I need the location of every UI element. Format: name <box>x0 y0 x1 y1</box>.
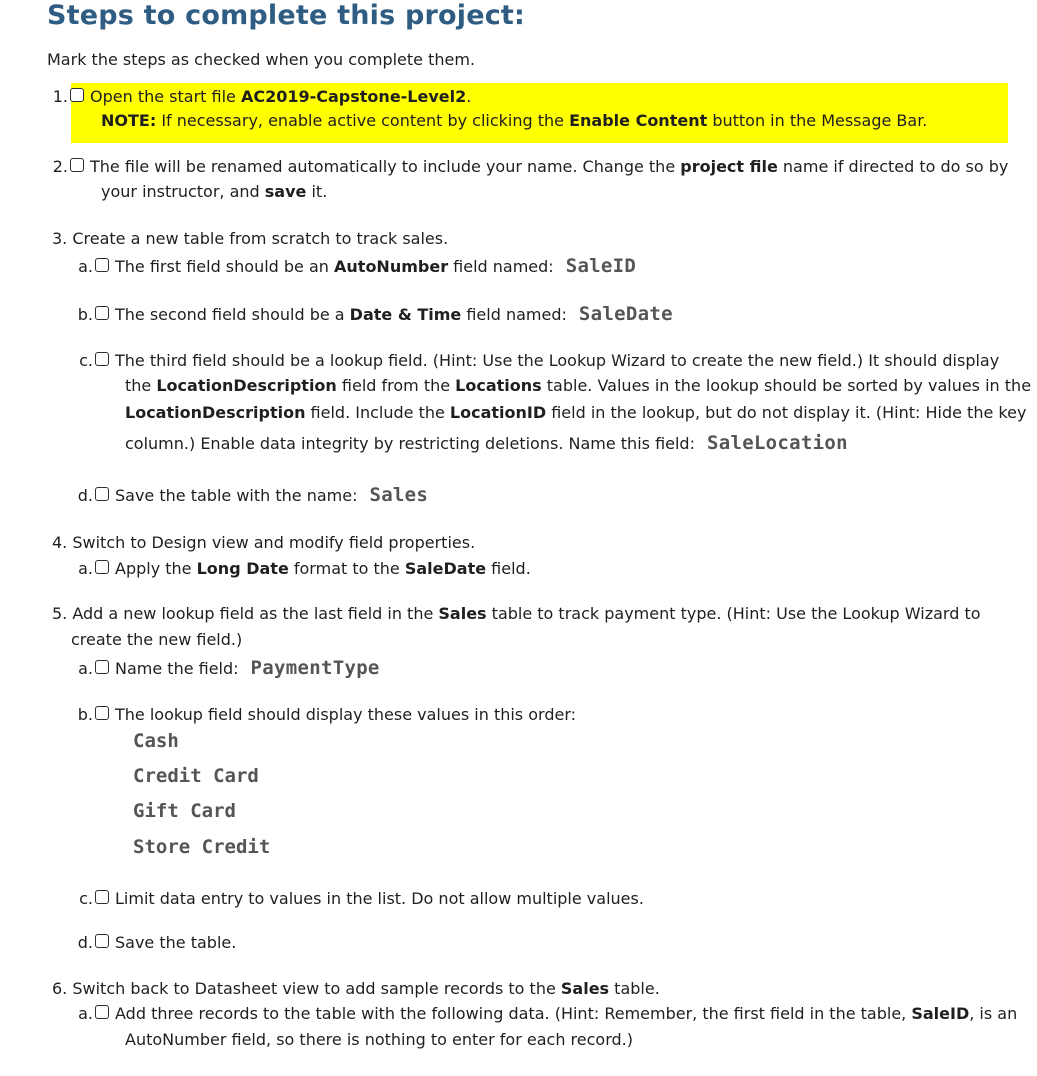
field-name-saleid: SaleID <box>565 255 637 277</box>
step-3d-checkbox[interactable] <box>95 487 109 501</box>
step-5a-checkbox[interactable] <box>95 660 109 674</box>
step-2 <box>46 154 1008 179</box>
step-3b-text: The second field should be a Date & Time field named: <box>115 305 567 324</box>
step-1-note: NOTE: If necessary, enable active content by clicking the Enable Content button in the Message Bar. <box>101 111 928 130</box>
step-6-heading: 6. Switch back to Datasheet view to add sample records to the Sales table. <box>52 979 660 998</box>
step-2-text: The file will be renamed automatically to include your name. Change the project file name if directed to do so by <box>90 157 1009 176</box>
step-5d-text: Save the table. <box>115 933 237 952</box>
step-3c-line3: LocationDescription field. Include the LocationID field in the lookup, but do not display it. (Hint: Hide the key <box>125 403 1027 422</box>
step-5d <box>71 930 236 955</box>
field-name-salelocation: SaleLocation <box>706 432 848 454</box>
step-3c-line2: the LocationDescription field from the Locations table. Values in the lookup should be sorted by values in the <box>125 376 1032 395</box>
step-3-heading: 3. Create a new table from scratch to track sales. <box>52 229 449 248</box>
step-5b-letter: b. <box>77 705 93 724</box>
step-5c <box>71 886 644 911</box>
step-3b <box>71 302 673 327</box>
step-3c <box>71 348 999 373</box>
step-4-heading: 4. Switch to Design view and modify field properties. <box>52 533 476 552</box>
intro-text: Mark the steps as checked when you complete them. <box>47 50 476 69</box>
step-5b-text: The lookup field should display these values in this order: <box>115 705 576 724</box>
step-1-text: Open the start file AC2019-Capstone-Level2. <box>90 87 472 106</box>
step-1-number: 1. <box>52 87 68 106</box>
step-5d-checkbox[interactable] <box>95 934 109 948</box>
step-6a-line2: AutoNumber field, so there is nothing to enter for each record.) <box>125 1030 633 1049</box>
step-5a <box>71 656 380 681</box>
step-2-number: 2. <box>52 157 68 176</box>
lookup-value: Cash <box>133 730 179 752</box>
step-3a <box>71 254 636 279</box>
step-5c-checkbox[interactable] <box>95 890 109 904</box>
step-5b-checkbox[interactable] <box>95 706 109 720</box>
step-3d-letter: d. <box>77 486 93 505</box>
lookup-value: Credit Card <box>133 765 259 787</box>
step-2-checkbox[interactable] <box>70 158 84 172</box>
step-1 <box>46 84 471 109</box>
step-5b <box>71 702 576 727</box>
step-3c-letter: c. <box>79 351 93 370</box>
step-5d-letter: d. <box>77 933 93 952</box>
field-name-saledate: SaleDate <box>578 303 673 325</box>
step-3c-line1: The third field should be a lookup field. (Hint: Use the Lookup Wizard to create the new field.) It should display <box>115 351 1000 370</box>
step-6a-text: Add three records to the table with the following data. (Hint: Remember, the first field in the table, SaleID, is an <box>115 1004 1018 1023</box>
step-6a <box>71 1001 1017 1026</box>
page-title: Steps to complete this project: <box>47 0 526 31</box>
step-5-heading-line2: create the new field.) <box>71 630 243 649</box>
step-5a-text: Name the field: <box>115 659 239 678</box>
step-6a-letter: a. <box>78 1004 93 1023</box>
step-5-heading: 5. Add a new lookup field as the last field in the Sales table to track payment type. (Hint: Use the Lookup Wizard to <box>52 604 981 623</box>
lookup-value: Gift Card <box>133 800 236 822</box>
step-4a-checkbox[interactable] <box>95 560 109 574</box>
field-name-paymenttype: PaymentType <box>250 657 380 679</box>
lookup-value: Store Credit <box>133 836 271 858</box>
step-3a-checkbox[interactable] <box>95 258 109 272</box>
step-3a-letter: a. <box>78 257 93 276</box>
step-3d-text: Save the table with the name: <box>115 486 358 505</box>
step-3c-checkbox[interactable] <box>95 352 109 366</box>
step-2-text-line2: your instructor, and save it. <box>101 182 328 201</box>
step-4a-text: Apply the Long Date format to the SaleDate field. <box>115 559 531 578</box>
step-3b-checkbox[interactable] <box>95 306 109 320</box>
step-5c-text: Limit data entry to values in the list. Do not allow multiple values. <box>115 889 644 908</box>
step-5c-letter: c. <box>79 889 93 908</box>
step-1-checkbox[interactable] <box>70 88 84 102</box>
step-6a-checkbox[interactable] <box>95 1005 109 1019</box>
table-name-sales: Sales <box>369 484 429 506</box>
step-3b-letter: b. <box>77 305 93 324</box>
step-3c-line4: column.) Enable data integrity by restricting deletions. Name this field: SaleLocation <box>125 432 848 454</box>
step-4a <box>71 556 531 581</box>
step-3a-text: The first field should be an AutoNumber field named: <box>115 257 554 276</box>
step-4a-letter: a. <box>78 559 93 578</box>
step-3d <box>71 483 428 508</box>
step-5a-letter: a. <box>78 659 93 678</box>
